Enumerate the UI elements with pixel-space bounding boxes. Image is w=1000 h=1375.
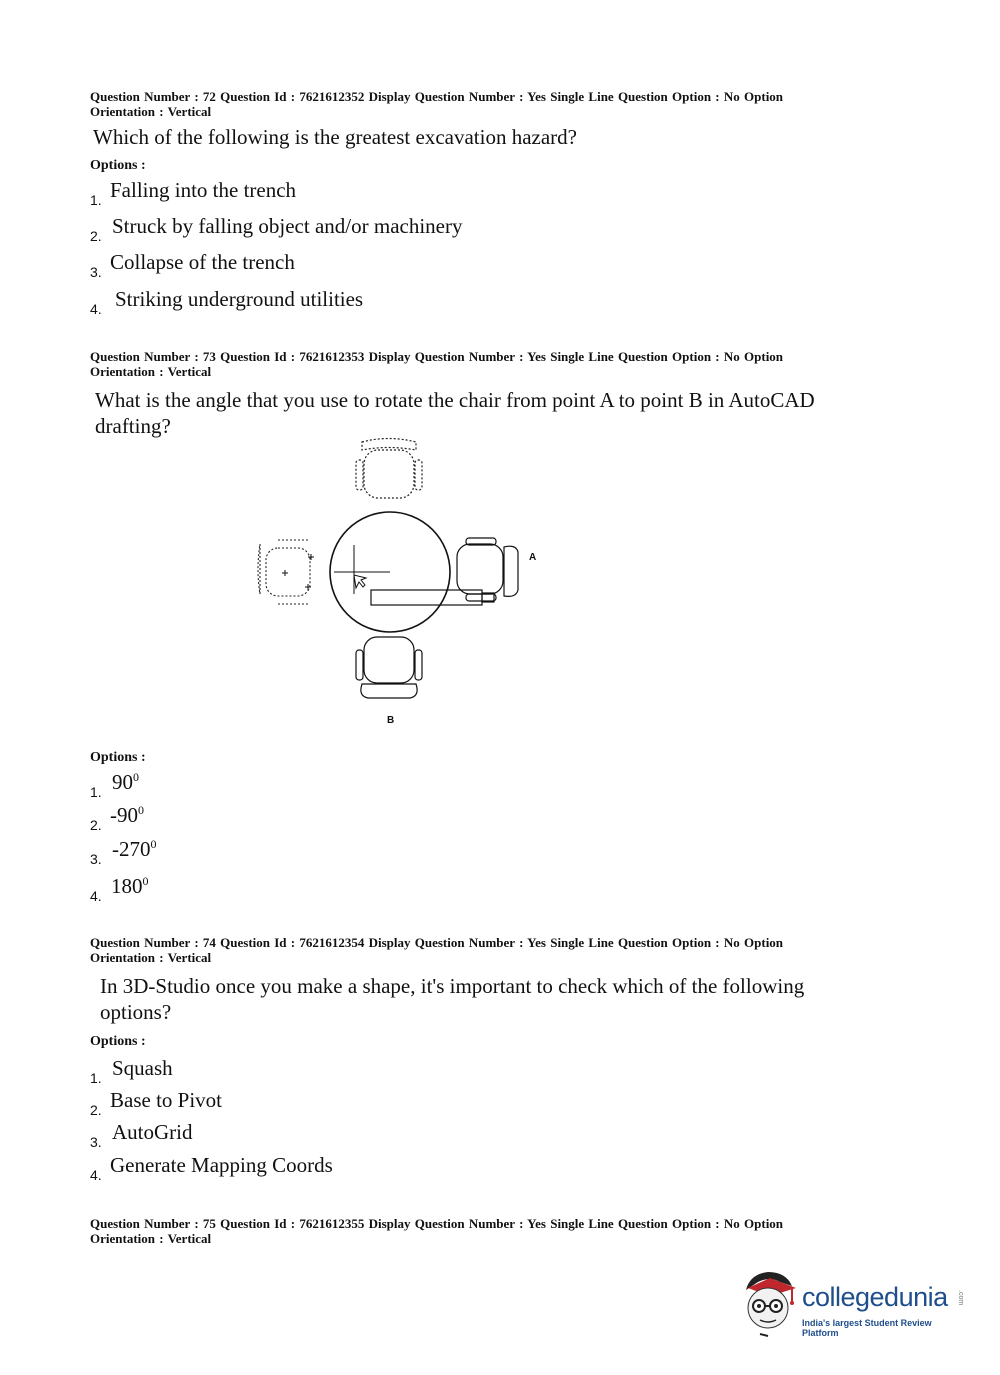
option-3[interactable]: [90, 837, 690, 867]
option-4[interactable]: [90, 1153, 690, 1183]
option-number: 3.: [90, 851, 102, 867]
option-text: Striking underground utilities: [115, 287, 364, 311]
chair-b: [356, 637, 422, 698]
option-1[interactable]: [90, 178, 690, 208]
option-number: 1.: [90, 784, 102, 800]
question-72-meta: [90, 89, 870, 119]
options-label: Options :: [90, 750, 146, 765]
option-text: AutoGrid: [112, 1120, 193, 1144]
collegedunia-logo[interactable]: [740, 1268, 970, 1343]
meta-line: Question Number : 74 Question Id : 7621612354 Display Question Number : Yes Single Line Question Option : No Option: [90, 935, 784, 950]
option-text: $90^0$: [112, 770, 139, 794]
option-4[interactable]: [90, 287, 690, 317]
option-4[interactable]: [90, 874, 690, 904]
option-number: 2.: [90, 1102, 102, 1118]
chair-top-dashed: [356, 439, 422, 499]
option-3[interactable]: [90, 1120, 690, 1150]
meta-line: Orientation : Vertical: [90, 104, 212, 119]
option-1[interactable]: [90, 1056, 690, 1086]
option-number: 4.: [90, 888, 102, 904]
question-74-meta: [90, 935, 870, 965]
option-number: 2.: [90, 817, 102, 833]
options-label: Options :: [90, 158, 146, 173]
option-text: Collapse of the trench: [110, 250, 295, 274]
option-text: Base to Pivot: [110, 1088, 223, 1112]
question-73-meta: [90, 349, 870, 379]
question-75-meta: [90, 1216, 870, 1246]
option-3[interactable]: [90, 250, 690, 280]
option-1[interactable]: [90, 770, 690, 800]
option-text: Struck by falling object and/or machinery: [112, 214, 463, 238]
chair-left-dashed: [258, 540, 314, 604]
meta-line: Question Number : 72 Question Id : 7621612352 Display Question Number : Yes Single Line Question Option : No Option: [90, 89, 784, 104]
option-text: Squash: [112, 1056, 173, 1080]
label-a: A: [529, 552, 537, 563]
option-number: 3.: [90, 264, 102, 280]
question-73-text: What is the angle that you use to rotate the chair from point A to point B in AutoCAD drafting?: [95, 388, 815, 438]
question-74-text: In 3D-Studio once you make a shape, it's important to check which of the following options?: [100, 974, 805, 1024]
option-text: Falling into the trench: [110, 178, 297, 202]
crosshair: [334, 545, 390, 594]
brand-tagline: India's largest Student Review Platform: [802, 1318, 932, 1338]
meta-line: Orientation : Vertical: [90, 1231, 212, 1246]
option-number: 3.: [90, 1134, 102, 1150]
brand-name: collegedunia: [802, 1282, 948, 1312]
option-2[interactable]: [90, 1088, 690, 1118]
option-2[interactable]: [90, 214, 690, 244]
option-number: 4.: [90, 301, 102, 317]
option-number: 2.: [90, 228, 102, 244]
options-label: Options :: [90, 1034, 146, 1049]
option-number: 4.: [90, 1167, 102, 1183]
label-b: B: [387, 715, 395, 726]
chair-rotation-figure: [250, 432, 550, 732]
meta-line: Orientation : Vertical: [90, 950, 212, 965]
rotating-chair-rect: [371, 590, 494, 605]
meta-line: Question Number : 75 Question Id : 7621612355 Display Question Number : Yes Single Line Question Option : No Option: [90, 1216, 784, 1231]
option-text: $180^0$: [111, 874, 149, 898]
option-number: 1.: [90, 192, 102, 208]
chair-a: [457, 538, 518, 601]
question-72-text: Which of the following is the greatest excavation hazard?: [93, 125, 577, 149]
brand-suffix: .com: [957, 1290, 964, 1306]
option-text: $-90^0$: [110, 803, 144, 827]
meta-line: Orientation : Vertical: [90, 364, 212, 379]
option-2[interactable]: [90, 803, 690, 833]
option-text: $-270^0$: [112, 837, 157, 861]
meta-line: Question Number : 73 Question Id : 7621612353 Display Question Number : Yes Single Line Question Option : No Option: [90, 349, 784, 364]
option-number: 1.: [90, 1070, 102, 1086]
option-text: Generate Mapping Coords: [110, 1153, 333, 1177]
mascot-icon: [740, 1268, 800, 1340]
